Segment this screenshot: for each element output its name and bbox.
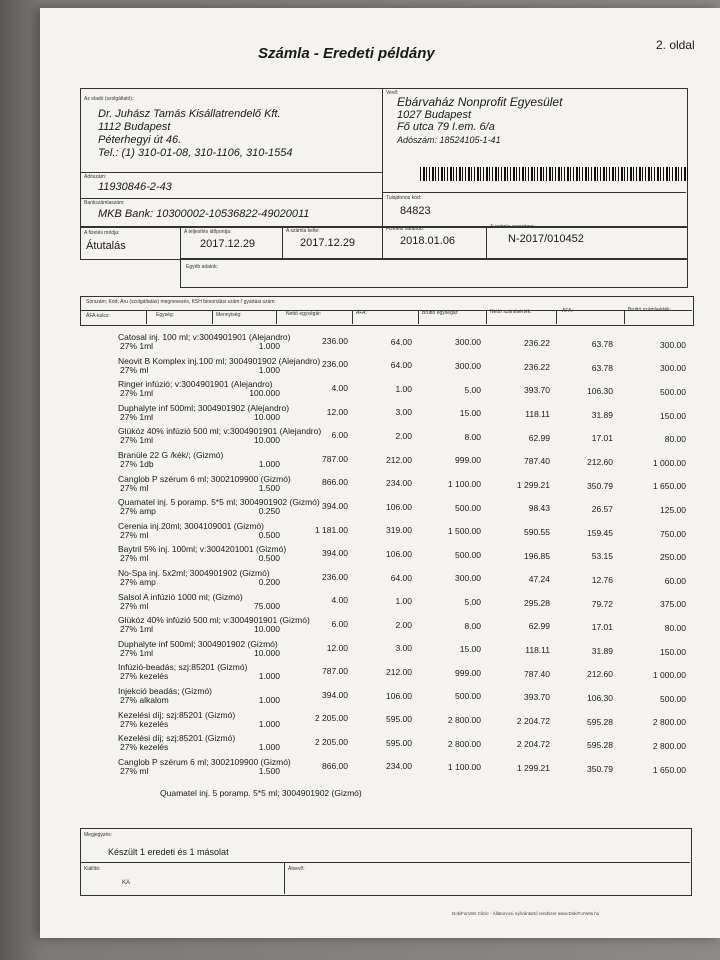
- item-name: Kezelési díj; szj:85201 (Gizmó): [118, 733, 236, 744]
- item-quantity: 100.000: [249, 388, 280, 399]
- item-quantity: 1.500: [258, 482, 280, 493]
- due-date-label: Fizetési határidő:: [386, 226, 425, 232]
- item-quantity: 10.000: [254, 647, 280, 658]
- invoice-title: Számla - Eredeti példány: [258, 45, 435, 62]
- item-afa: 1.00: [395, 383, 412, 394]
- item-afav: 350.79: [587, 763, 613, 774]
- issue-date: 2017.12.29: [300, 237, 356, 249]
- item-name: Branüle 22 G /kék/; (Gizmó): [118, 450, 224, 460]
- seller-bank-label: Bankszámlaszám:: [84, 200, 125, 206]
- notes-label: Megjegyzés:: [84, 832, 113, 838]
- item-net: 2 205.00: [314, 713, 348, 724]
- item-grossv: 80.00: [664, 434, 686, 445]
- seller-city: 1112 Budapest: [98, 121, 171, 133]
- item-grossv: 750.00: [660, 528, 686, 539]
- item-grossv: 150.00: [660, 410, 686, 421]
- item-net: 394.00: [322, 689, 348, 700]
- item-afav: 79.72: [591, 598, 613, 609]
- item-name: Salsol A infúzió 1000 ml; (Gizmó): [118, 591, 243, 602]
- item-vat-unit: 27% ml: [120, 529, 149, 540]
- item-vat-unit: 27% ml: [120, 765, 149, 776]
- item-netv: 47.24: [528, 574, 550, 585]
- item-name: Cerenia inj.20ml; 3004109001 (Gizmó): [118, 520, 264, 531]
- item-net: 2 205.00: [314, 737, 348, 747]
- item-net: 866.00: [322, 477, 348, 488]
- serial-number: N-2017/010452: [508, 233, 584, 245]
- terms-box: [80, 226, 688, 260]
- item-afa: 106.00: [386, 501, 412, 512]
- item-gross: 300.00: [455, 573, 481, 584]
- item-afa: 595.00: [386, 737, 412, 748]
- item-vat-unit: 27% ml: [120, 553, 149, 564]
- item-name: Canglob P szérum 6 ml; 3002109900 (Gizmó): [118, 473, 291, 484]
- item-quantity: 0.500: [258, 529, 280, 540]
- item-netv: 787.40: [524, 668, 550, 679]
- issuer-label: Kiállító:: [84, 866, 101, 872]
- item-quantity: 10.000: [254, 411, 280, 422]
- item-gross: 2 800.00: [447, 738, 481, 749]
- item-vat-unit: 27% 1ml: [120, 341, 154, 351]
- page-number: 2. oldal: [656, 38, 695, 52]
- item-netv: 62.99: [528, 621, 550, 632]
- item-net: 787.00: [322, 666, 348, 677]
- perf-date: 2017.12.29: [200, 238, 256, 250]
- item-afa: 212.00: [386, 454, 412, 465]
- seller-phone: Tel.: (1) 310-01-08, 310-1106, 310-1554: [98, 147, 293, 159]
- item-grossv: 375.00: [660, 599, 686, 610]
- item-gross: 8.00: [464, 620, 481, 631]
- pay-method-label: A fizetés módja:: [84, 230, 120, 236]
- item-net: 236.00: [322, 335, 348, 346]
- item-gross: 15.00: [459, 408, 481, 419]
- item-name: Canglob P szérum 6 ml; 3002109900 (Gizmó): [118, 756, 291, 767]
- item-vat-unit: 27% amp: [120, 506, 156, 517]
- column-header: Mennyiség:: [216, 311, 242, 318]
- item-gross: 300.00: [455, 361, 481, 371]
- item-vat-unit: 27% 1ml: [120, 647, 154, 658]
- item-netv: 1 299.21: [516, 763, 550, 773]
- item-gross: 500.00: [455, 691, 481, 702]
- item-grossv: 150.00: [660, 646, 686, 657]
- item-quantity: 1.000: [258, 459, 280, 469]
- column-header: ÁFA:: [562, 308, 573, 315]
- item-quantity: 0.250: [258, 506, 280, 517]
- item-netv: 2 204.72: [516, 715, 550, 726]
- buyer-tax: Adószám: 18524105-1-41: [397, 134, 501, 145]
- item-afa: 1.00: [395, 596, 412, 607]
- item-quantity: 0.500: [258, 553, 280, 564]
- seller-street: Péterhegyi út 46.: [98, 134, 182, 146]
- item-netv: 1 299.21: [516, 479, 550, 490]
- item-name: Ringer infúzió; v:3004901901 (Alejandro): [118, 379, 273, 390]
- column-header: Bruttó egységár:: [422, 309, 459, 316]
- receiver-label: Átvevő:: [288, 866, 305, 872]
- owner-code-label: Tulajdonos kód:: [386, 195, 422, 201]
- item-vat-unit: 27% kezelés: [120, 718, 169, 729]
- item-netv: 98.43: [528, 503, 550, 514]
- item-name: Infúzió-beadás; szj:85201 (Gizmó): [118, 662, 248, 673]
- serial-label: A számla sorszáma:: [490, 224, 535, 230]
- item-name: Duphalyte inf 500ml; 3004901902 (Alejandro): [118, 402, 290, 413]
- item-netv: 393.70: [524, 692, 550, 703]
- item-netv: 62.99: [528, 432, 550, 443]
- buyer-street: Fő utca 79 I.em. 6/a: [397, 121, 495, 133]
- item-afa: 319.00: [386, 525, 412, 536]
- item-afav: 17.01: [591, 622, 613, 633]
- item-afav: 31.89: [591, 409, 613, 420]
- item-gross: 300.00: [455, 337, 481, 348]
- item-gross: 1 100.00: [447, 479, 481, 489]
- barcode: [420, 167, 690, 181]
- item-vat-unit: 27% ml: [120, 600, 149, 611]
- item-afa: 3.00: [395, 407, 412, 418]
- buyer-name: Ebárvaház Nonprofit Egyesület: [397, 95, 563, 109]
- item-vat-unit: 27% 1ml: [120, 388, 154, 399]
- issuer-value: KA: [122, 880, 131, 886]
- item-afav: 17.01: [591, 433, 613, 444]
- item-quantity: 1.000: [258, 718, 280, 729]
- item-grossv: 1 650.00: [652, 764, 686, 775]
- item-afav: 31.89: [591, 645, 613, 656]
- item-netv: 236.22: [524, 338, 550, 349]
- column-header: Egység:: [156, 312, 175, 319]
- item-net: 12.00: [326, 642, 348, 653]
- item-gross: 500.00: [455, 502, 481, 513]
- item-gross: 5.00: [464, 597, 481, 607]
- item-quantity: 1.000: [258, 695, 280, 705]
- item-netv: 236.22: [524, 361, 550, 372]
- item-afav: 212.60: [587, 457, 613, 467]
- item-grossv: 1 000.00: [652, 457, 686, 468]
- item-vat-unit: 27% amp: [120, 577, 156, 587]
- item-grossv: 500.00: [660, 693, 686, 704]
- item-netv: 2 204.72: [516, 739, 550, 750]
- item-vat-unit: 27% 1ml: [120, 411, 154, 422]
- item-afa: 106.00: [386, 690, 412, 701]
- item-grossv: 500.00: [660, 387, 686, 397]
- item-net: 236.00: [322, 359, 348, 370]
- item-net: 4.00: [331, 383, 348, 393]
- item-name: Catosal inj. 100 ml; v:3004901901 (Alejandro): [118, 332, 291, 342]
- item-afav: 350.79: [587, 480, 613, 491]
- item-afa: 64.00: [390, 572, 412, 583]
- item-net: 6.00: [331, 619, 348, 629]
- due-date: 2018.01.06: [400, 235, 456, 247]
- other-data-box: [180, 258, 688, 288]
- item-grossv: 1 650.00: [652, 481, 686, 492]
- item-afa: 212.00: [386, 667, 412, 677]
- item-name: Duphalyte inf 500ml; 3004901902 (Gizmó): [118, 638, 278, 649]
- item-net: 12.00: [326, 406, 348, 417]
- item-afav: 159.45: [587, 527, 613, 538]
- item-afav: 106.30: [587, 693, 613, 703]
- item-afa: 2.00: [395, 431, 412, 441]
- item-quantity: 75.000: [254, 600, 280, 611]
- item-afa: 2.00: [395, 619, 412, 630]
- item-afav: 595.28: [587, 716, 613, 727]
- item-gross: 5.00: [464, 384, 481, 395]
- other-data-label: Egyéb adatok:: [186, 264, 218, 270]
- owner-code: 84823: [400, 205, 431, 217]
- item-afav: 106.30: [587, 386, 613, 397]
- item-net: 1 181.00: [314, 524, 348, 535]
- item-netv: 393.70: [524, 385, 550, 396]
- pay-method: Átutalás: [86, 240, 126, 252]
- column-header: Nettó egységár:: [286, 310, 322, 317]
- item-name: Quamatel inj. 5 poramp. 5*5 ml; 3004901902 (Gizmó): [118, 497, 320, 508]
- item-afav: 212.60: [587, 669, 613, 680]
- issue-date-label: A számla kelte:: [286, 228, 320, 234]
- item-gross: 500.00: [455, 549, 481, 560]
- item-afa: 234.00: [386, 478, 412, 489]
- item-afav: 26.57: [591, 504, 613, 515]
- item-vat-unit: 27% ml: [120, 364, 149, 375]
- item-gross: 999.00: [455, 455, 481, 466]
- buyer-block: [397, 96, 562, 146]
- item-quantity: 0.200: [258, 577, 280, 587]
- item-afa: 595.00: [386, 714, 412, 725]
- item-quantity: 1.000: [258, 364, 280, 375]
- item-grossv: 80.00: [664, 623, 686, 633]
- item-net: 236.00: [322, 571, 348, 582]
- seller-block: [98, 108, 292, 160]
- item-netv: 590.55: [524, 527, 550, 537]
- item-grossv: 300.00: [660, 363, 686, 374]
- item-afav: 12.76: [591, 575, 613, 585]
- items-header-title: Sorszám; Kód; Áru (szolgáltatás) megnevezés, KSH besorolási szám / gyártási szám:: [86, 299, 276, 305]
- item-net: 6.00: [331, 430, 348, 441]
- item-vat-unit: 27% 1db: [120, 459, 154, 469]
- item-netv: 295.28: [524, 597, 550, 608]
- item-afav: 595.28: [587, 740, 613, 751]
- item-vat-unit: 27% kezelés: [120, 742, 169, 753]
- item-quantity: 10.000: [254, 435, 280, 446]
- item-grossv: 1 000.00: [652, 670, 686, 681]
- item-quantity: 1.000: [258, 341, 280, 351]
- seller-name: Dr. Juhász Tamás Kisállatrendelő Kft.: [98, 108, 281, 120]
- item-last-line: Quamatel inj. 5 poramp. 5*5 ml; 3004901902 (Gizmó): [160, 788, 362, 798]
- item-afa: 106.00: [386, 549, 412, 559]
- item-quantity: 1.000: [258, 742, 280, 753]
- item-vat-unit: 27% kezelés: [120, 671, 169, 682]
- item-net: 394.00: [322, 501, 348, 511]
- item-gross: 1 100.00: [447, 762, 481, 773]
- column-header: Nettó számlaérték:: [490, 308, 532, 315]
- item-grossv: 125.00: [660, 505, 686, 515]
- item-vat-unit: 27% ml: [120, 482, 149, 493]
- item-afa: 64.00: [390, 336, 412, 347]
- item-quantity: 10.000: [254, 624, 280, 635]
- item-grossv: 2 800.00: [652, 741, 686, 751]
- item-netv: 196.85: [524, 550, 550, 561]
- item-afav: 53.15: [591, 551, 613, 562]
- notes-text: Készült 1 eredeti és 1 másolat: [108, 847, 229, 857]
- item-name: Baytril 5% inj. 100ml; v:3004201001 (Gizmó): [118, 544, 287, 555]
- item-name: Kezelési díj; szj:85201 (Gizmó): [118, 709, 236, 720]
- item-name: Neovit B Komplex inj.100 ml; 3004901902 (Alejandro): [118, 355, 321, 366]
- item-gross: 1 500.00: [447, 526, 481, 537]
- item-net: 787.00: [322, 453, 348, 464]
- perf-date-label: A teljesítés időpontja:: [184, 229, 232, 235]
- item-vat-unit: 27% 1ml: [120, 435, 154, 446]
- item-name: No-Spa inj. 5x2ml; 3004901902 (Gizmó): [118, 568, 270, 578]
- item-quantity: 1.500: [258, 765, 280, 776]
- item-grossv: 60.00: [664, 575, 686, 586]
- item-afa: 234.00: [386, 761, 412, 772]
- item-vat-unit: 27% alkalom: [120, 695, 169, 705]
- buyer-label: Vevő:: [386, 90, 399, 96]
- item-netv: 118.11: [525, 409, 550, 419]
- column-header: ÁFA-kulcs:: [86, 313, 110, 319]
- item-grossv: 250.00: [660, 552, 686, 563]
- item-gross: 2 800.00: [447, 715, 481, 725]
- seller-bank: MKB Bank: 10300002-10536822-49020011: [98, 208, 310, 220]
- item-net: 866.00: [322, 760, 348, 771]
- item-netv: 787.40: [524, 456, 550, 467]
- item-net: 394.00: [322, 548, 348, 559]
- item-net: 4.00: [331, 595, 348, 606]
- item-vat-unit: 27% 1ml: [120, 624, 154, 635]
- item-afa: 3.00: [395, 643, 412, 654]
- item-afa: 64.00: [390, 360, 412, 371]
- item-gross: 8.00: [464, 431, 481, 442]
- buyer-city: 1027 Budapest: [397, 108, 472, 121]
- item-name: Glükóz 40% infúzió 500 ml; v:3004901901 (Gizmó): [118, 615, 310, 626]
- item-gross: 999.00: [455, 667, 481, 678]
- item-gross: 15.00: [459, 644, 481, 655]
- column-header: ÁFA:: [356, 310, 367, 317]
- footer-note: DokiForVets Clinic - Állatorvosi nyilvántartó rendszer www.DokiForVets.hu: [452, 911, 600, 916]
- item-grossv: 2 800.00: [652, 717, 686, 728]
- item-afav: 63.78: [591, 339, 613, 349]
- item-grossv: 300.00: [660, 339, 686, 350]
- item-afav: 63.78: [591, 362, 613, 373]
- column-header: Bruttó számlaérték:: [628, 307, 672, 314]
- seller-tax: 11930846-2-43: [98, 181, 172, 193]
- seller-tax-label: Adószám:: [84, 174, 107, 180]
- item-quantity: 1.000: [258, 671, 280, 682]
- seller-label: Az eladó (szolgáltató):: [84, 96, 134, 102]
- item-netv: 118.11: [525, 645, 550, 655]
- item-name: Glükóz 40% infúzió 500 ml; v:3004901901 (Alejandro): [118, 426, 322, 437]
- item-name: Injekció beadás; (Gizmó): [118, 686, 213, 696]
